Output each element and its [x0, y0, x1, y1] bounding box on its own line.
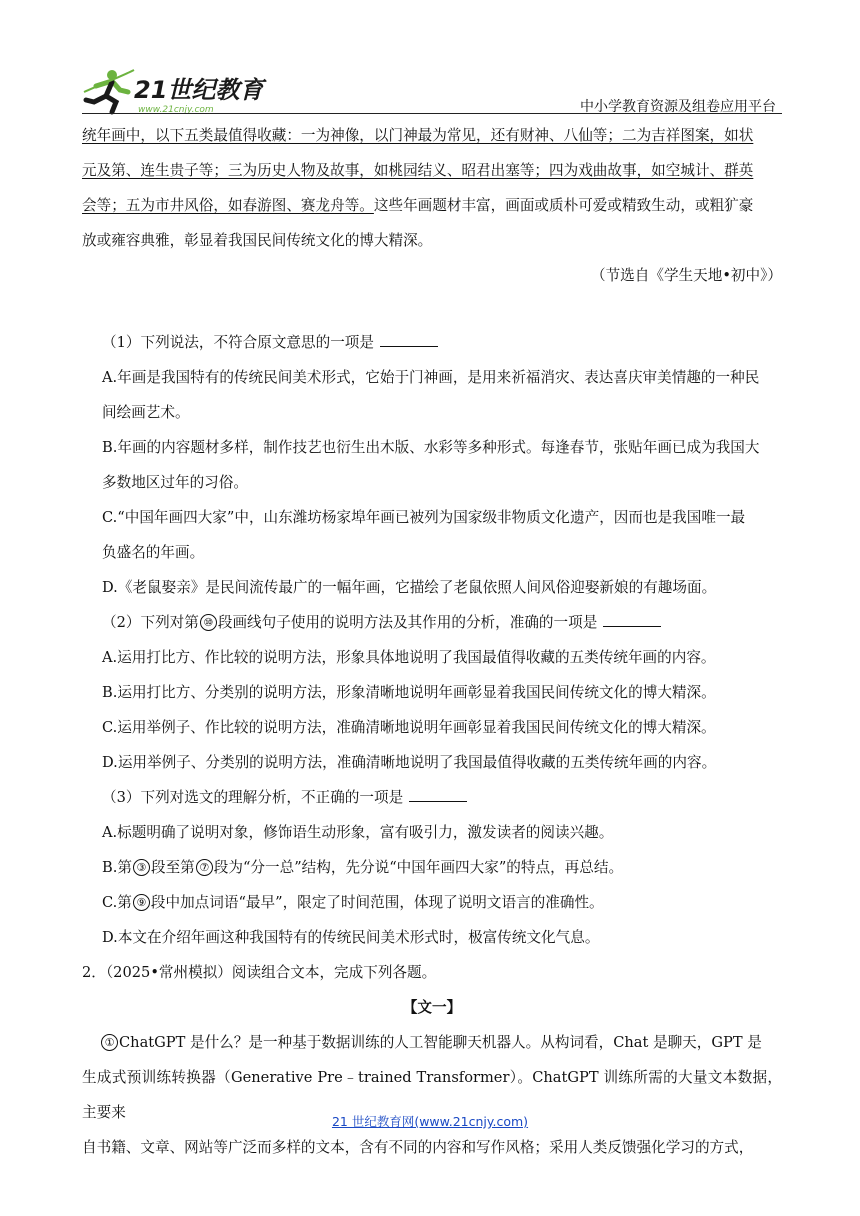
option-line: D.运用举例子、分类别的说明方法，准确清晰地说明了我国最值得收藏的五类传统年画的内容。 — [102, 754, 717, 771]
passage-line: 放或雍容典雅，彰显着我国民间传统文化的博大精深。 — [82, 232, 433, 249]
header-divider — [82, 113, 782, 114]
option-text: 段为“分一总”结构，先分说“中国年画四大家”的特点，再总结。 — [213, 859, 624, 876]
answer-blank[interactable] — [603, 612, 661, 627]
answer-blank[interactable] — [380, 332, 438, 347]
logo-text: 21世纪教育 — [134, 76, 264, 104]
paragraph-number: ③ — [133, 859, 150, 876]
page-header — [82, 66, 782, 116]
question-stem — [82, 605, 782, 640]
option-line: A.标题明确了说明对象，修饰语生动形象，富有吸引力，激发读者的阅读兴趣。 — [102, 824, 614, 841]
option-line — [82, 885, 782, 920]
option-line: D.本文在介绍年画这种我国特有的传统民间美术形式时，极富传统文化气息。 — [102, 929, 600, 946]
question-text: 段画线句子使用的说明方法及其作用的分析，准确的一项是 — [217, 614, 598, 631]
passage-line — [82, 1025, 782, 1060]
passage-text: ChatGPT 是什么？是一种基于数据训练的人工智能聊天机器人。从构词看，Chat 是聊天，GPT 是 — [119, 1034, 762, 1051]
footer-link[interactable]: 21 世纪教育网(www.21cnjy.com) — [331, 1114, 529, 1129]
option-line: A.运用打比方、作比较的说明方法，形象具体地说明了我国最值得收藏的五类传统年画的内容。 — [102, 649, 716, 666]
option-line: C.运用举例子、作比较的说明方法，准确清晰地说明年画彰显着我国民间传统文化的博大精深。 — [102, 719, 716, 736]
document-body — [82, 118, 782, 1165]
option-text: 段至第 — [150, 859, 195, 876]
option-text: C.第 — [102, 894, 132, 911]
question-text: （3）下列对选文的理解分析，不正确的一项是 — [102, 789, 404, 806]
21cnjy-logo — [82, 66, 322, 116]
passage-text: 这些年画题材丰富，画面或质朴可爱或精致生动，或粗犷豪 — [373, 197, 754, 214]
option-text: B.第 — [102, 859, 132, 876]
passage-line: 自书籍、文章、网站等广泛而多样的文本，含有不同的内容和写作风格；采用人类反馈强化学习的方式， — [82, 1139, 754, 1156]
option-line: A.年画是我国特有的传统民间美术形式，它始于门神画，是用来祈福消灾、表达喜庆审美情趣的一种民 — [102, 369, 760, 386]
paragraph-number: ⑦ — [196, 859, 213, 876]
paragraph-number: ⑨ — [133, 894, 150, 911]
passage-line: 元及第、连生贵子等；三为历史人物及故事，如桃园结义、昭君出塞等；四为戏曲故事，如空城计、群英 — [82, 162, 754, 179]
passage-source: （节选自《学生天地•初中》） — [590, 267, 782, 284]
option-text: 段中加点词语“最早”，限定了时间范围，体现了说明文语言的准确性。 — [150, 894, 604, 911]
option-line: D.《老鼠娶亲》是民间流传最广的一幅年画，它描绘了老鼠依照人间风俗迎娶新娘的有趣场面。 — [102, 579, 717, 596]
option-line: C.“中国年画四大家”中，山东潍坊杨家埠年画已被列为国家级非物质文化遗产，因而也是我国唯一最 — [102, 509, 746, 526]
section-title: 【文一】 — [402, 999, 462, 1016]
option-line: 多数地区过年的习俗。 — [102, 474, 248, 491]
paragraph-number: ⑩ — [200, 614, 217, 631]
logo-url: www.21cnjy.com — [138, 105, 214, 115]
answer-blank[interactable] — [409, 787, 467, 802]
question-stem — [82, 780, 782, 815]
passage-line: 统年画中，以下五类最值得收藏：一为神像，以门神最为常见，还有财神、八仙等；二为吉祥图案，如状 — [82, 127, 754, 144]
option-line — [82, 850, 782, 885]
page-footer — [0, 1112, 860, 1130]
question-stem: 2．（2025•常州模拟）阅读组合文本，完成下列各题。 — [82, 964, 437, 981]
option-line: 间绘画艺术。 — [102, 404, 190, 421]
passage-line: 生成式预训练转换器（Generative Pre﹣trained Transformer）。ChatGPT 训练所需的大量文本数据，主要来 — [82, 1069, 782, 1121]
underlined-sentence: 会等；五为市井风俗，如春游图、赛龙舟等。 — [82, 197, 374, 214]
paragraph-number: ① — [101, 1034, 118, 1051]
passage-line — [82, 188, 782, 223]
platform-name: 中小学教育资源及组卷应用平台 — [580, 99, 776, 115]
runner-icon — [84, 70, 134, 112]
option-line: 负盛名的年画。 — [102, 544, 205, 561]
option-line: B.运用打比方、分类别的说明方法，形象清晰地说明年画彰显着我国民间传统文化的博大精深。 — [102, 684, 716, 701]
question-text: （1）下列说法，不符合原文意思的一项是 — [102, 334, 374, 351]
question-text: （2）下列对第 — [102, 614, 199, 631]
question-stem — [82, 325, 782, 360]
option-line: B.年画的内容题材多样，制作技艺也衍生出木版、水彩等多种形式。每逢春节，张贴年画已成为我国大 — [102, 439, 760, 456]
